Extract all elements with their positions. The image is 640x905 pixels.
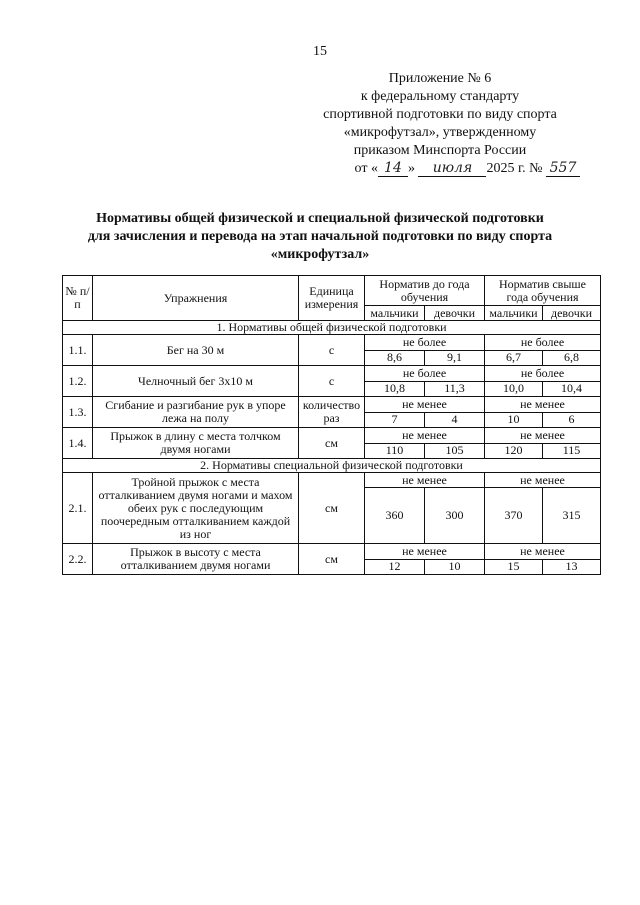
row-num: 1.1.	[63, 335, 93, 366]
table-row	[63, 366, 601, 382]
appendix-line-5: приказом Минспорта России	[353, 143, 527, 158]
row-exercise: Прыжок в высоту с места отталкиванием двумя ногами	[93, 544, 299, 575]
title-line-1: Нормативы общей физической и специальной физической подготовки	[96, 211, 544, 226]
value-boys-after: 10	[485, 412, 543, 428]
value-boys-before: 12	[365, 559, 425, 575]
header-girls-1: девочки	[425, 306, 485, 321]
header-boys-2: мальчики	[485, 306, 543, 321]
row-condition-after: не менее	[485, 473, 601, 488]
header-boys-1: мальчики	[365, 306, 425, 321]
handwritten-month: июля	[418, 161, 486, 177]
value-girls-after: 6	[543, 412, 601, 428]
header-num: № п/п	[63, 276, 93, 321]
value-girls-after: 10,4	[543, 381, 601, 397]
page-number: 15	[313, 44, 327, 59]
row-unit: см	[299, 544, 365, 575]
value-boys-before: 7	[365, 412, 425, 428]
table-row	[63, 335, 601, 351]
section-row-2	[63, 459, 601, 473]
value-boys-after: 370	[485, 488, 543, 544]
row-exercise: Бег на 30 м	[93, 335, 299, 366]
handwritten-day: 14	[378, 161, 408, 177]
row-condition-before: не более	[365, 335, 485, 351]
row-num: 2.1.	[63, 473, 93, 544]
value-girls-before: 4	[425, 412, 485, 428]
value-boys-before: 360	[365, 488, 425, 544]
appendix-line-3: спортивной подготовки по виду спорта	[323, 107, 557, 122]
row-condition-after: не менее	[485, 428, 601, 444]
value-boys-after: 15	[485, 559, 543, 575]
appendix-line-2: к федеральному стандарту	[360, 89, 520, 104]
row-condition-after: не менее	[485, 397, 601, 413]
row-num: 1.3.	[63, 397, 93, 428]
value-girls-after: 6,8	[543, 350, 601, 366]
value-girls-after: 115	[543, 443, 601, 459]
table-row	[63, 428, 601, 444]
date-mid: »	[407, 161, 415, 176]
table-row	[63, 473, 601, 488]
value-girls-after: 13	[543, 559, 601, 575]
appendix-line-4: «микрофутзал», утвержденному	[343, 125, 537, 140]
title-line-3: «микрофутзал»	[270, 247, 370, 262]
row-condition-before: не менее	[365, 544, 485, 560]
value-girls-after: 315	[543, 488, 601, 544]
row-condition-before: не менее	[365, 473, 485, 488]
row-num: 2.2.	[63, 544, 93, 575]
row-condition-before: не менее	[365, 397, 485, 413]
value-boys-after: 10,0	[485, 381, 543, 397]
document-title	[40, 210, 600, 264]
row-unit: с	[299, 366, 365, 397]
value-boys-after: 6,7	[485, 350, 543, 366]
row-exercise: Прыжок в длину с места толчком двумя ногами	[93, 428, 299, 459]
header-unit: Единица измерения	[299, 276, 365, 321]
header-exercise: Упражнения	[93, 276, 299, 321]
row-unit: см	[299, 473, 365, 544]
appendix-block	[290, 70, 590, 178]
table-row	[63, 397, 601, 413]
value-girls-before: 9,1	[425, 350, 485, 366]
table-row	[63, 544, 601, 560]
section-2-title: 2. Нормативы специальной физической подготовки	[63, 459, 601, 473]
appendix-line-1: Приложение № 6	[388, 71, 492, 86]
value-boys-before: 8,6	[365, 350, 425, 366]
value-boys-before: 10,8	[365, 381, 425, 397]
row-exercise: Челночный бег 3x10 м	[93, 366, 299, 397]
header-girls-2: девочки	[543, 306, 601, 321]
row-condition-after: не менее	[485, 544, 601, 560]
header-norm-before: Норматив до года обучения	[365, 276, 485, 306]
row-condition-before: не более	[365, 366, 485, 382]
value-girls-before: 11,3	[425, 381, 485, 397]
norms-table	[62, 275, 601, 575]
row-condition-after: не более	[485, 335, 601, 351]
row-exercise: Сгибание и разгибание рук в упоре лежа на полу	[93, 397, 299, 428]
section-1-title: 1. Нормативы общей физической подготовки	[63, 321, 601, 335]
year-text: 2025 г. №	[486, 161, 543, 176]
order-date-line	[290, 160, 580, 178]
section-row-1	[63, 321, 601, 335]
row-unit: с	[299, 335, 365, 366]
title-line-2: для зачисления и перевода на этап начальной подготовки по виду спорта	[87, 229, 553, 244]
row-unit: количество раз	[299, 397, 365, 428]
row-exercise: Тройной прыжок с места отталкиванием двумя ногами и махом обеих рук с последующим поочередным отталкиванием каждой из ног	[93, 473, 299, 544]
row-num: 1.2.	[63, 366, 93, 397]
row-unit: см	[299, 428, 365, 459]
row-condition-after: не более	[485, 366, 601, 382]
date-prefix: от «	[354, 161, 378, 176]
value-girls-before: 105	[425, 443, 485, 459]
handwritten-order-number: 557	[546, 161, 580, 177]
value-girls-before: 300	[425, 488, 485, 544]
row-num: 1.4.	[63, 428, 93, 459]
value-girls-before: 10	[425, 559, 485, 575]
value-boys-after: 120	[485, 443, 543, 459]
row-condition-before: не менее	[365, 428, 485, 444]
header-row	[63, 276, 601, 306]
header-norm-after: Норматив свыше года обучения	[485, 276, 601, 306]
value-boys-before: 110	[365, 443, 425, 459]
